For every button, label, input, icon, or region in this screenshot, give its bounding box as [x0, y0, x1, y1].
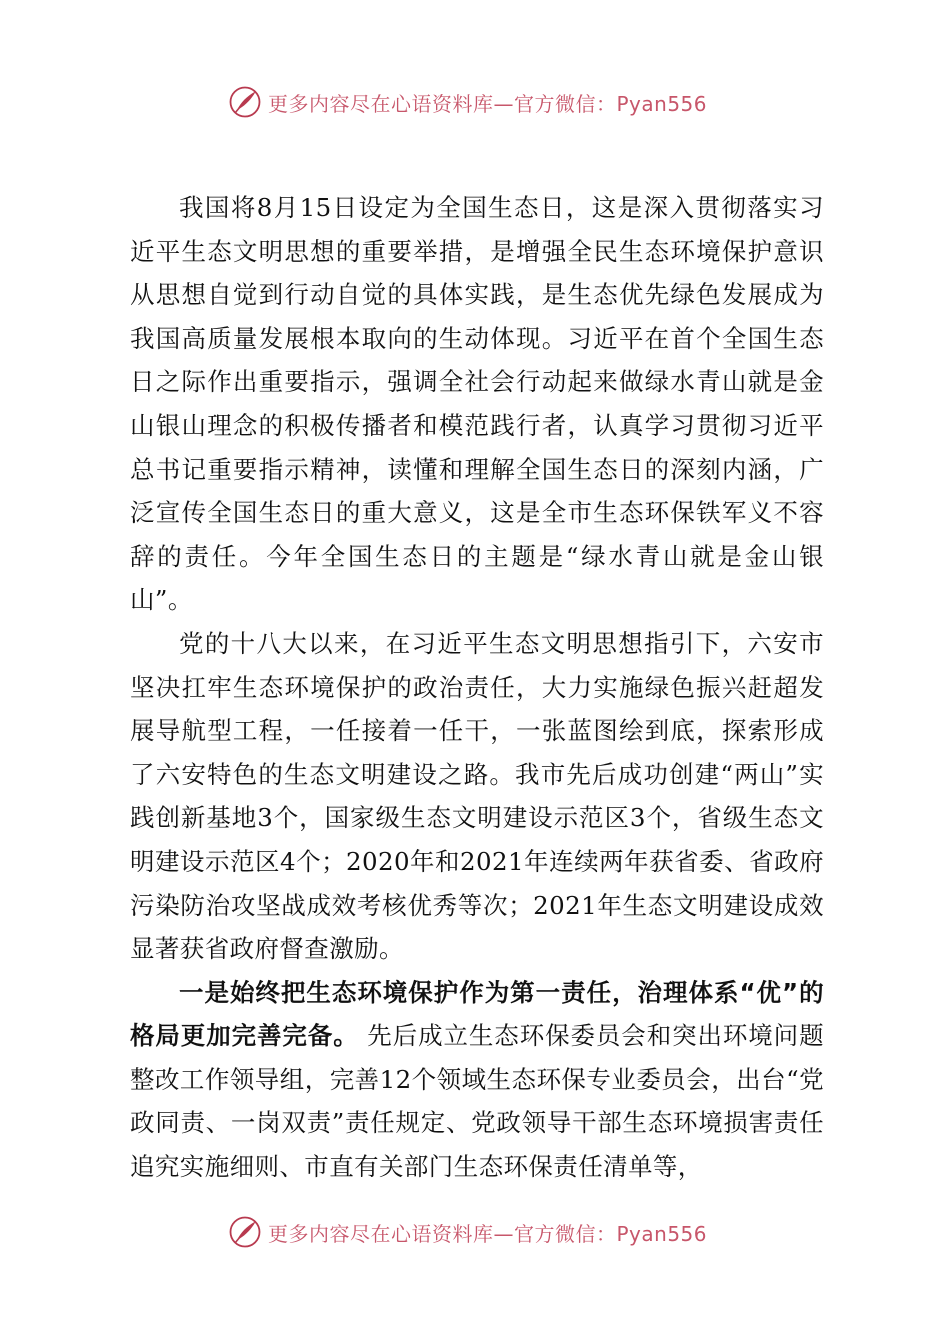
- document-body: [130, 186, 824, 1189]
- paragraph-3-body: 先后成立生态环保委员会和突出环境问题整改工作领导组，完善12个领域生态环保专业委员会，出台“党政同责、一岗双责”责任规定、党政领导干部生态环境损害责任追究实施细则、市直有关部门生态环保责任清单等，: [130, 1021, 824, 1182]
- header-banner-text: 更多内容尽在心语资料库—官方微信：Pyan556: [268, 91, 708, 116]
- paragraph-3-heading: 一是始终把生态环境保护作为第一责任，治理体系“优”的格局更加完善完备。: [130, 977, 824, 1051]
- footer-banner-text: 更多内容尽在心语资料库—官方微信：Pyan556: [268, 1221, 708, 1246]
- quill-pen-logo-icon: [228, 85, 262, 119]
- paragraph-1: 我国将8月15日设定为全国生态日，这是深入贯彻落实习近平生态文明思想的重要举措，是增强全民生态环境保护意识从思想自觉到行动自觉的具体实践，是生态优先绿色发展成为我国高质量发展根本取向的生动体现。习近平在首个全国生态日之际作出重要指示，强调全社会行动起来做绿水青山就是金山银山理念的积极传播者和模范践行者，认真学习贯彻习近平总书记重要指示精神，读懂和理解全国生态日的深刻内涵，广泛宣传全国生态日的重大意义，这是全市生态环保铁军义不容辞的责任。今年全国生态日的主题是“绿水青山就是金山银山”。: [130, 193, 824, 615]
- header-banner: [0, 82, 950, 122]
- paragraph-2: 党的十八大以来，在习近平生态文明思想指引下，六安市坚决扛牢生态环境保护的政治责任，大力实施绿色振兴赶超发展导航型工程，一任接着一任干，一张蓝图绘到底，探索形成了六安特色的生态文明建设之路。我市先后成功创建“两山”实践创新基地3个，国家级生态文明建设示范区3个，省级生态文明建设示范区4个；2020年和2021年连续两年获省委、省政府污染防治攻坚战成效考核优秀等次；2021年生态文明建设成效显著获省政府督查激励。: [130, 628, 824, 964]
- footer-banner: [0, 1212, 950, 1252]
- paragraph-3: [130, 971, 824, 1189]
- quill-pen-logo-icon: [228, 1215, 262, 1249]
